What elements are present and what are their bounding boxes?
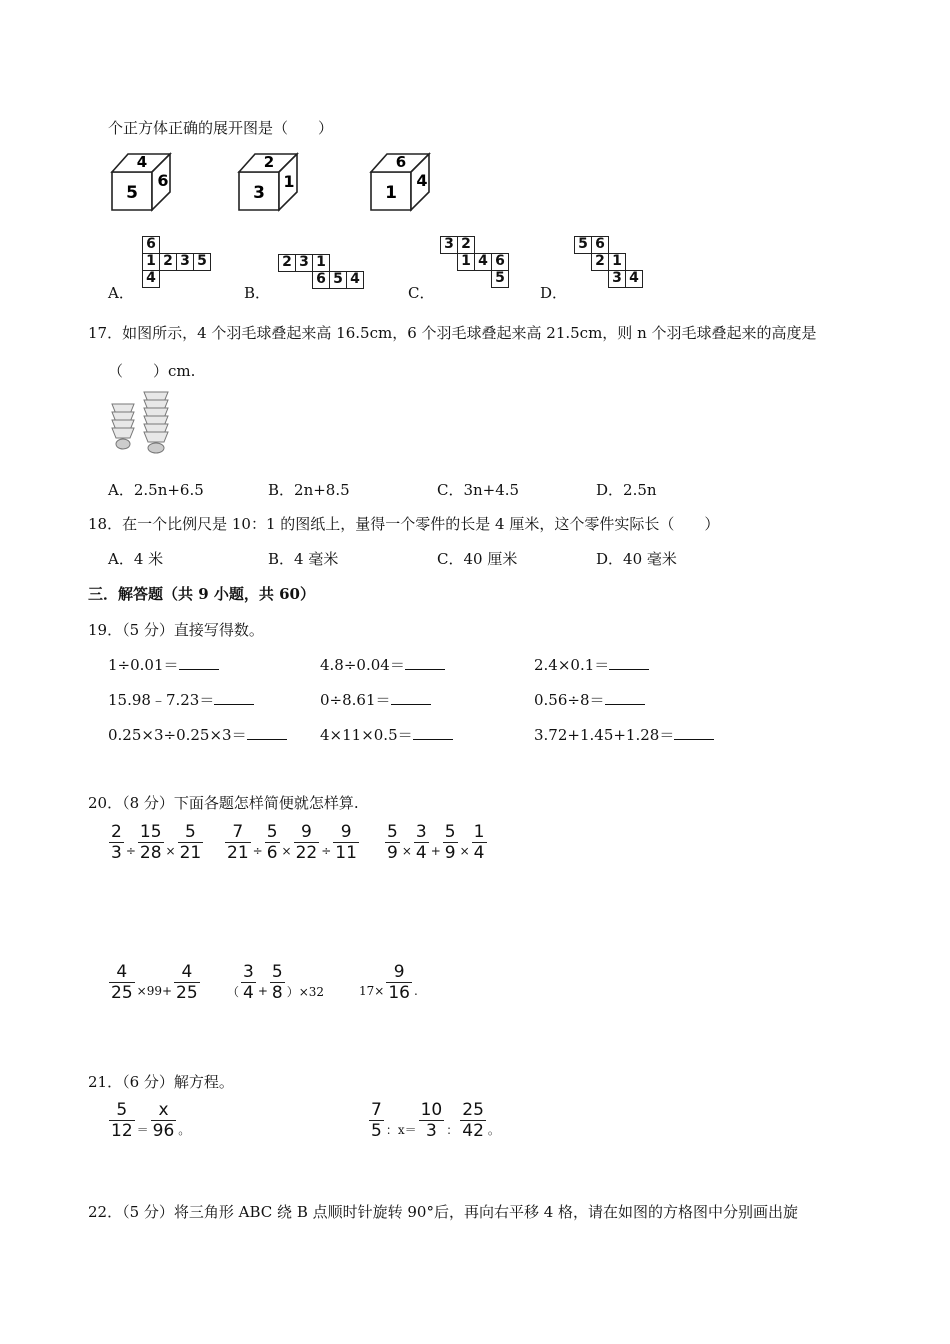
q20-expression-6: 17× $\frac{9}{16}$ . xyxy=(359,962,418,1003)
cube2-side: 1 xyxy=(283,172,295,191)
q21-equation-2: $\frac{7}{5}$ ：x＝ $\frac{10}{3}$ ： $\frac{25}{42}$ 。 xyxy=(371,1100,500,1141)
q19-item: 1÷0.01＝ xyxy=(108,654,219,675)
q17-text2: （ ）cm. xyxy=(108,362,196,380)
q19-text: 19．（5 分）直接写得数。 xyxy=(88,621,264,639)
shuttlecock-stacks-image xyxy=(108,390,174,456)
q19-item: 4×11×0.5＝ xyxy=(320,724,453,745)
q16-option-a: A． xyxy=(108,284,134,302)
q18-option-b: B．4 毫米 xyxy=(268,550,339,568)
cube2-front: 3 xyxy=(253,183,265,203)
q17-option-c: C．3n+4.5 xyxy=(437,481,520,499)
q16-option-d: D． xyxy=(540,284,568,302)
q19-item: 0÷8.61＝ xyxy=(320,689,431,710)
q18-option-c: C．40 厘米 xyxy=(437,550,518,568)
q16-intro: 个正方体正确的展开图是（ ） xyxy=(108,119,334,137)
q19-item: 0.25×3÷0.25×3＝ xyxy=(108,724,287,745)
q20-expression-1: $\frac{2}{3}$ ÷ $\frac{15}{28}$ × $\frac{5}{21}$ xyxy=(111,822,202,863)
cube3-top: 6 xyxy=(395,153,407,171)
q18-option-a: A．4 米 xyxy=(108,550,164,568)
q16-option-b: B． xyxy=(244,284,271,302)
q19-item: 2.4×0.1＝ xyxy=(534,654,649,675)
cube1-front: 5 xyxy=(126,183,138,203)
cube3-front: 1 xyxy=(385,183,397,203)
q19-item: 15.98﹣7.23＝ xyxy=(108,689,254,710)
q21-equation-1: $\frac{5}{12}$ ＝ $\frac{x}{96}$ 。 xyxy=(111,1100,191,1141)
q20-expression-3: $\frac{5}{9}$ × $\frac{3}{4}$ + $\frac{5}{9}$ × $\frac{1}{4}$ xyxy=(387,822,485,863)
q17-option-b: B．2n+8.5 xyxy=(268,481,350,499)
q19-item: 4.8÷0.04＝ xyxy=(320,654,445,675)
q19-item: 0.56÷8＝ xyxy=(534,689,645,710)
cube2-top: 2 xyxy=(263,153,275,171)
cube1-side: 6 xyxy=(157,171,169,190)
q20-expression-4: $\frac{4}{25}$ ×99+ $\frac{4}{25}$ xyxy=(111,962,198,1003)
q18-option-d: D．40 毫米 xyxy=(596,550,677,568)
q19-item: 3.72+1.45+1.28＝ xyxy=(534,724,714,745)
cube-figure-2 xyxy=(235,150,305,214)
q20-expression-5: （ $\frac{3}{4}$ + $\frac{5}{8}$ ）×32 xyxy=(227,962,325,1003)
cube1-top: 4 xyxy=(136,153,148,171)
q18-text: 18．在一个比例尺是 10：1 的图纸上，量得一个零件的长是 4 厘米，这个零件实际长（ ） xyxy=(88,515,720,533)
q17-text: 17．如图所示，4 个羽毛球叠起来高 16.5cm，6 个羽毛球叠起来高 21.5cm，则 n 个羽毛球叠起来的高度是 xyxy=(88,324,817,342)
q16-option-c: C． xyxy=(408,284,435,302)
q20-expression-2: $\frac{7}{21}$ ÷ $\frac{5}{6}$ × $\frac{9}{22}$ ÷ $\frac{9}{11}$ xyxy=(227,822,357,863)
q22-text: 22．（5 分）将三角形 ABC 绕 B 点顺时针旋转 90°后，再向右平移 4 格，请在如图的方格图中分别画出旋 xyxy=(88,1203,799,1221)
q17-option-a: A．2.5n+6.5 xyxy=(108,481,204,499)
section-heading: 三．解答题（共 9 小题，共 60） xyxy=(88,585,315,603)
cube3-side: 4 xyxy=(416,171,428,190)
q21-text: 21．（6 分）解方程。 xyxy=(88,1073,234,1091)
q17-option-d: D．2.5n xyxy=(596,481,657,499)
cube-figure-1 xyxy=(108,150,178,214)
q20-text: 20．（8 分）下面各题怎样简便就怎样算. xyxy=(88,794,359,812)
cube-figure-3 xyxy=(367,150,437,214)
